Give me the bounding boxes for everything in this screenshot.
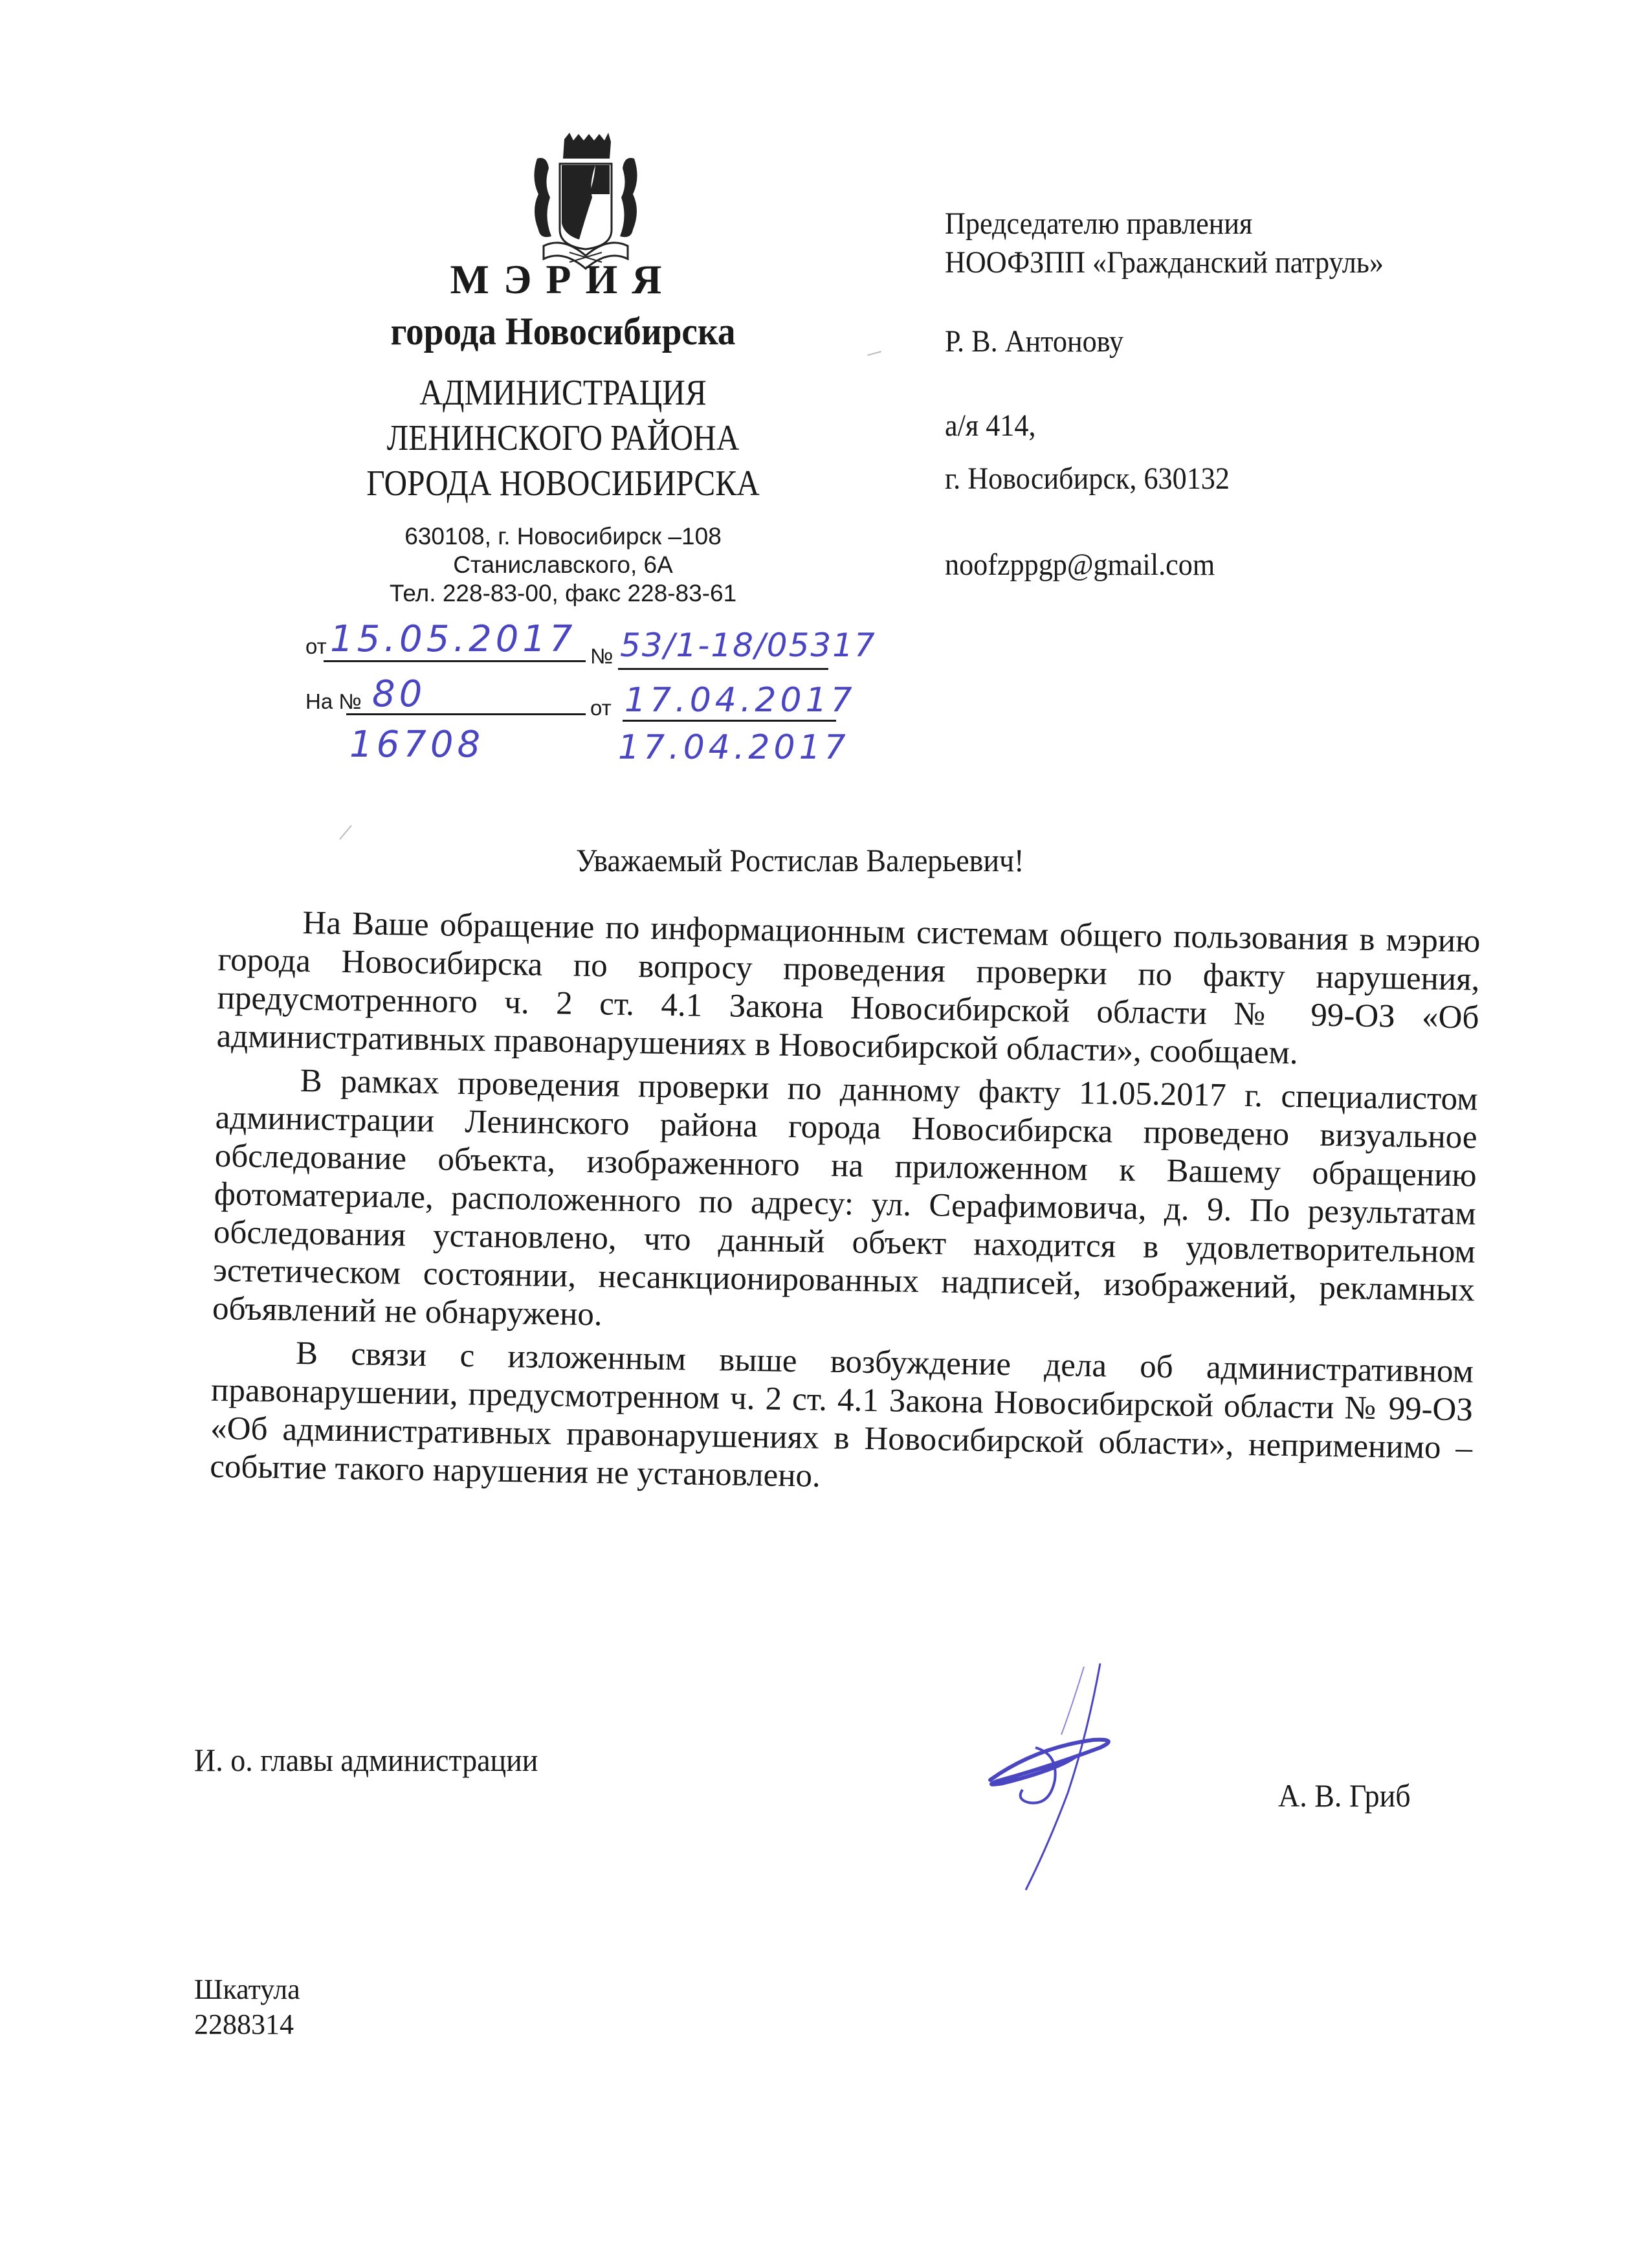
handwritten-signature-icon [906,1657,1152,1896]
admin-line: ЛЕНИНСКОГО РАЙОНА [386,418,740,458]
reply-date-incoming: 17.04.2017 [618,728,850,767]
letter-body [210,903,1481,1511]
recipient-organization: НООФЗПП «Гражданский патруль» [945,245,1384,280]
reply-date: 17.04.2017 [625,681,856,720]
sender-phone-line: Тел. 228-83-00, факс 228-83-61 [389,580,737,606]
reply-to-number-incoming: 16708 [349,724,485,766]
body-paragraph: В рамках проведения проверки по данному факту 11.05.2017 г. специалистом администрации Ленинского района города Новосибирска проведено визуальное обследование объекта, изображенного на приложенном к Вашему обращению фотоматериале, расположенного по адресу: ул. Серафимовича, д. 9. По результатам обследования установлено, что данный объект находится в удовлетворительном эстетическом состоянии, несанкционированных надписей, изображений, рекламных объявлений не обнаружено. [212,1063,1478,1333]
admin-line: АДМИНИСТРАЦИЯ [419,373,707,413]
signer-title: И. о. главы администрации [194,1742,538,1778]
admin-line: ГОРОДА НОВОСИБИРСКА [366,463,760,504]
mayor-title: МЭРИЯ [450,256,676,302]
scan-mark [339,825,352,840]
executor-phone: 2288314 [194,2008,294,2040]
executor-name: Шкатула [194,1973,300,2005]
outgoing-date: 15.05.2017 [330,618,577,660]
coat-of-arms-icon [524,133,647,275]
reply-to-label: На № [305,689,362,713]
outgoing-number: 53/1-18/05317 [620,627,876,664]
reply-date-underline [623,720,836,722]
salutation: Уважаемый Ростислав Валерьевич! [576,842,1024,878]
recipient-city: г. Новосибирск, 630132 [945,461,1230,496]
sender-address-line: Станиславского, 6А [453,551,673,578]
body-paragraph: В связи с изложенным выше возбуждение дела об административном правонарушении, предусмотренном ч. 2 ст. 4.1 Закона Новосибирской области № 99-ОЗ «Об административных правонарушениях в Новосибирской области», неприменимо – событие такого нарушения не установлено. [209,1335,1474,1495]
sender-address-line: 630108, г. Новосибирск –108 [404,523,722,550]
date-label: от [305,634,327,658]
number-underline [618,668,828,670]
recipient-name: Р. В. Антонову [945,324,1124,359]
scan-mark [867,351,881,356]
reply-to-number: 80 [372,673,426,715]
body-paragraph: На Ваше обращение по информационным системам общего пользования в мэрию города Новосибирска по вопросу проведения проверки по факту нарушения, предусмотренного ч. 2 ст. 4.1 Закона Новосибирской области № 99-ОЗ «Об административных правонарушениях в Новосибирской области», сообщаем. [216,905,1481,1072]
signer-name: А. В. Гриб [1278,1777,1411,1814]
mayor-city: города Новосибирска [390,310,736,353]
recipient-email: noofzppgp@gmail.com [945,548,1215,582]
recipient-position: Председателю правления [945,206,1253,241]
number-label: № [590,644,614,668]
recipient-po-box: а/я 414, [945,408,1036,443]
reply-date-label: от [590,696,612,720]
date-underline [324,660,586,662]
